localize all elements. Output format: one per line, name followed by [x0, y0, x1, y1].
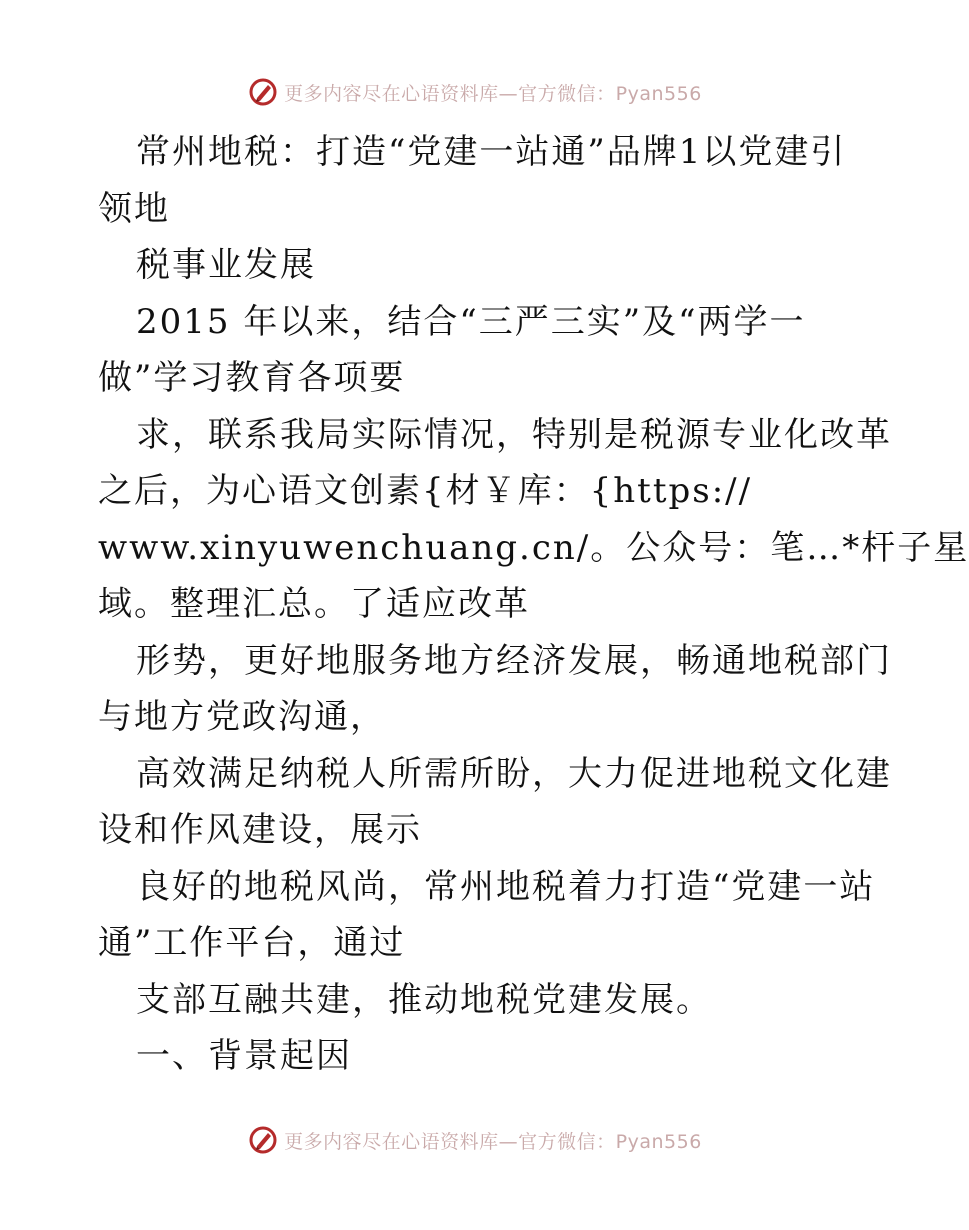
paragraph-line: www.xinyuwenchuang.cn/。公众号：笔…*杆子星 — [98, 527, 969, 568]
footer-banner — [0, 1120, 950, 1160]
pen-circle-logo-icon — [248, 77, 278, 107]
doc-title-line-1: 常州地税：打造“党建一站通”品牌1以党建引 — [136, 132, 847, 172]
paragraph-line: 与地方党政沟通， — [98, 697, 386, 737]
paragraph-line: 域。整理汇总。了适应改革 — [98, 584, 530, 624]
footer-banner-text: 更多内容尽在心语资料库—官方微信：Pyan556 — [284, 1130, 702, 1153]
paragraph-line: 之后，为心语文创素{材￥库：{https:// — [98, 471, 753, 511]
pen-circle-logo-icon — [248, 1125, 278, 1155]
doc-title-line-2: 领地 — [98, 188, 170, 229]
paragraph-line: 设和作风建设，展示 — [98, 810, 422, 850]
paragraph-line: 通”工作平台，通过 — [98, 923, 406, 963]
doc-title-line-3: 税事业发展 — [136, 245, 316, 285]
paragraph-line: 高效满足纳税人所需所盼，大力促进地税文化建 — [136, 753, 892, 794]
paragraph-line: 形势，更好地服务地方经济发展，畅通地税部门 — [136, 640, 892, 681]
paragraph-line: 支部互融共建，推动地税党建发展。 — [136, 979, 712, 1020]
header-banner — [0, 72, 950, 112]
section-heading: 一、背景起因 — [136, 1036, 352, 1076]
paragraph-line: 做”学习教育各项要 — [98, 358, 406, 398]
paragraph-line: 良好的地税风尚，常州地税着力打造“党建一站 — [136, 866, 876, 907]
paragraph-line: 求，联系我局实际情况，特别是税源专业化改革 — [136, 414, 892, 455]
paragraph-line: 2015 年以来，结合“三严三实”及“两学一 — [136, 301, 806, 342]
header-banner-text: 更多内容尽在心语资料库—官方微信：Pyan556 — [284, 82, 702, 105]
document-body — [98, 124, 969, 1085]
